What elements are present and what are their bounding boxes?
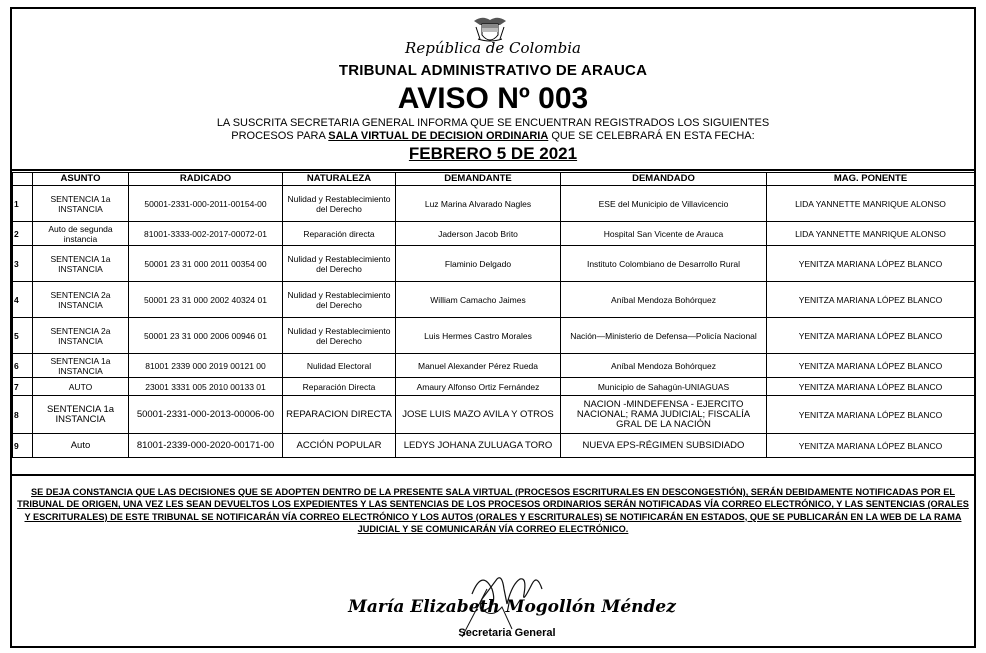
cell-asunto: Auto [33,434,129,458]
header-num [13,173,33,186]
header-asunto: ASUNTO [33,173,129,186]
intro-line-2-pre: PROCESOS PARA [231,130,329,142]
cell-ponente: YENITZA MARIANA LÓPEZ BLANCO [767,434,975,458]
session-date-text: FEBRERO 5 DE 2021 [408,144,578,163]
cell-demandante: Luz Marina Alvarado Nagles [396,186,561,222]
cell-demandante: Amaury Alfonso Ortiz Fernández [396,378,561,396]
table-row [13,434,975,458]
intro-line-2-underlined: SALA VIRTUAL DE DECISION ORDINARIA [328,130,549,142]
cell-demandado: ESE del Municipio de Villavicencio [561,186,767,222]
row-number: 6 [13,354,33,378]
cell-radicado: 50001 23 31 000 2011 00354 00 [129,246,283,282]
intro-text [12,117,974,143]
document-frame [10,7,976,648]
table-row [13,354,975,378]
cell-naturaleza: Reparación directa [283,222,396,246]
intro-line-1: LA SUSCRITA SECRETARIA GENERAL INFORMA QUE SE ENCUENTRAN REGISTRADOS LOS SIGUIENTES [216,117,770,129]
cell-radicado: 50001 23 31 000 2002 40324 01 [129,282,283,318]
cell-demandante: LEDYS JOHANA ZULUAGA TORO [396,434,561,458]
table-header-row [13,173,975,186]
cell-naturaleza: Nulidad y Restablecimiento del Derecho [283,186,396,222]
cell-demandado: NACION -MINDEFENSA - EJERCITO NACIONAL; RAMA JUDICIAL; FISCALÍA GRAL DE LA NACIÓN [561,396,767,434]
table-row [13,186,975,222]
header-naturaleza: NATURALEZA [283,173,396,186]
table-row [13,222,975,246]
cell-ponente: YENITZA MARIANA LÓPEZ BLANCO [767,396,975,434]
cell-radicado: 23001 3331 005 2010 00133 01 [129,378,283,396]
header-demandado: DEMANDADO [561,173,767,186]
row-number: 3 [13,246,33,282]
cell-naturaleza: Nulidad y Restablecimiento del Derecho [283,282,396,318]
row-number: 7 [13,378,33,396]
cell-demandante: Luis Hermes Castro Morales [396,318,561,354]
cell-demandado: Instituto Colombiano de Desarrollo Rural [561,246,767,282]
cell-naturaleza: REPARACION DIRECTA [283,396,396,434]
cell-radicado: 81001-3333-002-2017-00072-01 [129,222,283,246]
cell-demandante: Jaderson Jacob Brito [396,222,561,246]
cell-demandado: Aníbal Mendoza Bohórquez [561,354,767,378]
cell-ponente: YENITZA MARIANA LÓPEZ BLANCO [767,282,975,318]
cell-demandado: Hospital San Vicente de Arauca [561,222,767,246]
cell-ponente: LIDA YANNETTE MANRIQUE ALONSO [767,222,975,246]
cell-ponente: YENITZA MARIANA LÓPEZ BLANCO [767,354,975,378]
cell-naturaleza: Nulidad y Restablecimiento del Derecho [283,246,396,282]
cell-radicado: 50001-2331-000-2013-00006-00 [129,396,283,434]
intro-line-2 [12,130,974,143]
republic-heading: República de Colombia [405,39,581,57]
row-number: 2 [13,222,33,246]
cell-ponente: YENITZA MARIANA LÓPEZ BLANCO [767,318,975,354]
header-demandante: DEMANDANTE [396,173,561,186]
session-date [12,144,974,164]
cell-radicado: 50001-2331-000-2011-00154-00 [129,186,283,222]
signatory-name: María Elizabeth Mogollón Méndez [348,597,676,617]
cell-asunto: SENTENCIA 1a INSTANCIA [33,186,129,222]
table-row [13,378,975,396]
cell-demandado: NUEVA EPS-RÉGIMEN SUBSIDIADO [561,434,767,458]
signatory-title: Secretaria General [458,627,556,639]
notice-text: SE DEJA CONSTANCIA QUE LAS DECISIONES QUE SE ADOPTEN DENTRO DE LA PRESENTE SALA VIRTUAL (PROCESOS ESCRITURALES EN DESCONGESTIÓN), SERÁN DEBIDAMENTE NOTIFICADAS POR EL TRIBUNAL DE ORIGEN, UNA VEZ LES SEAN DEVUELTOS LOS EXPEDIENTES Y LAS SENTENCIAS DE LOS PROCESOS ORDINARIOS SERÁN NOTIFICADAS VÍA CORREO ELECTRÓNICO, Y LAS SENTENCIAS (ORALES Y ESCRITURALES) DE ESTE TRIBUNAL SE NOTIFICARÁN VÍA CORREO ELECTRÓNICO Y LOS AUTOS (ORALES Y ESCRITURALES) SE NOTIFICARÁN EN ESTADOS, QUE SE PUBLICARÁN EN LA WEB DE LA RAMA JUDICIAL Y SE COMUNICARÁN VÍA CORREO ELECTRÓNICO. [17,487,969,535]
cell-ponente: LIDA YANNETTE MANRIQUE ALONSO [767,186,975,222]
process-table [12,172,975,458]
row-number: 1 [13,186,33,222]
cell-asunto: AUTO [33,378,129,396]
table-row [13,246,975,282]
cell-ponente: YENITZA MARIANA LÓPEZ BLANCO [767,378,975,396]
cell-radicado: 50001 23 31 000 2006 00946 01 [129,318,283,354]
cell-naturaleza: Reparación Directa [283,378,396,396]
cell-demandado: Nación—Ministerio de Defensa—Policía Nacional [561,318,767,354]
cell-asunto: SENTENCIA 2a INSTANCIA [33,318,129,354]
cell-demandante: Manuel Alexander Pérez Rueda [396,354,561,378]
header-ponente: MAG. PONENTE [767,173,975,186]
row-number: 5 [13,318,33,354]
cell-ponente: YENITZA MARIANA LÓPEZ BLANCO [767,246,975,282]
divider [12,169,974,171]
cell-demandado: Aníbal Mendoza Bohórquez [561,282,767,318]
cell-demandante: Flaminio Delgado [396,246,561,282]
row-number: 9 [13,434,33,458]
tribunal-heading: TRIBUNAL ADMINISTRATIVO DE ARAUCA [338,62,648,79]
cell-demandado: Municipio de Sahagún-UNIAGUAS [561,378,767,396]
cell-asunto: SENTENCIA 1a INSTANCIA [33,396,129,434]
signature-scribble-icon [442,549,572,639]
aviso-title: AVISO Nº 003 [397,82,589,115]
table-row [13,318,975,354]
cell-demandante: JOSE LUIS MAZO AVILA Y OTROS [396,396,561,434]
header-radicado: RADICADO [129,173,283,186]
divider [12,474,974,476]
row-number: 8 [13,396,33,434]
cell-asunto: SENTENCIA 1a INSTANCIA [33,246,129,282]
cell-naturaleza: ACCIÓN POPULAR [283,434,396,458]
cell-radicado: 81001 2339 000 2019 00121 00 [129,354,283,378]
cell-asunto: SENTENCIA 1a INSTANCIA [33,354,129,378]
cell-demandante: William Camacho Jaimes [396,282,561,318]
cell-asunto: SENTENCIA 2a INSTANCIA [33,282,129,318]
row-number: 4 [13,282,33,318]
intro-line-2-post: QUE SE CELEBRARÁ EN ESTA FECHA: [548,130,755,142]
table-row [13,396,975,434]
cell-naturaleza: Nulidad Electoral [283,354,396,378]
table-row [13,282,975,318]
cell-radicado: 81001-2339-000-2020-00171-00 [129,434,283,458]
cell-asunto: Auto de segunda instancia [33,222,129,246]
cell-naturaleza: Nulidad y Restablecimiento del Derecho [283,318,396,354]
